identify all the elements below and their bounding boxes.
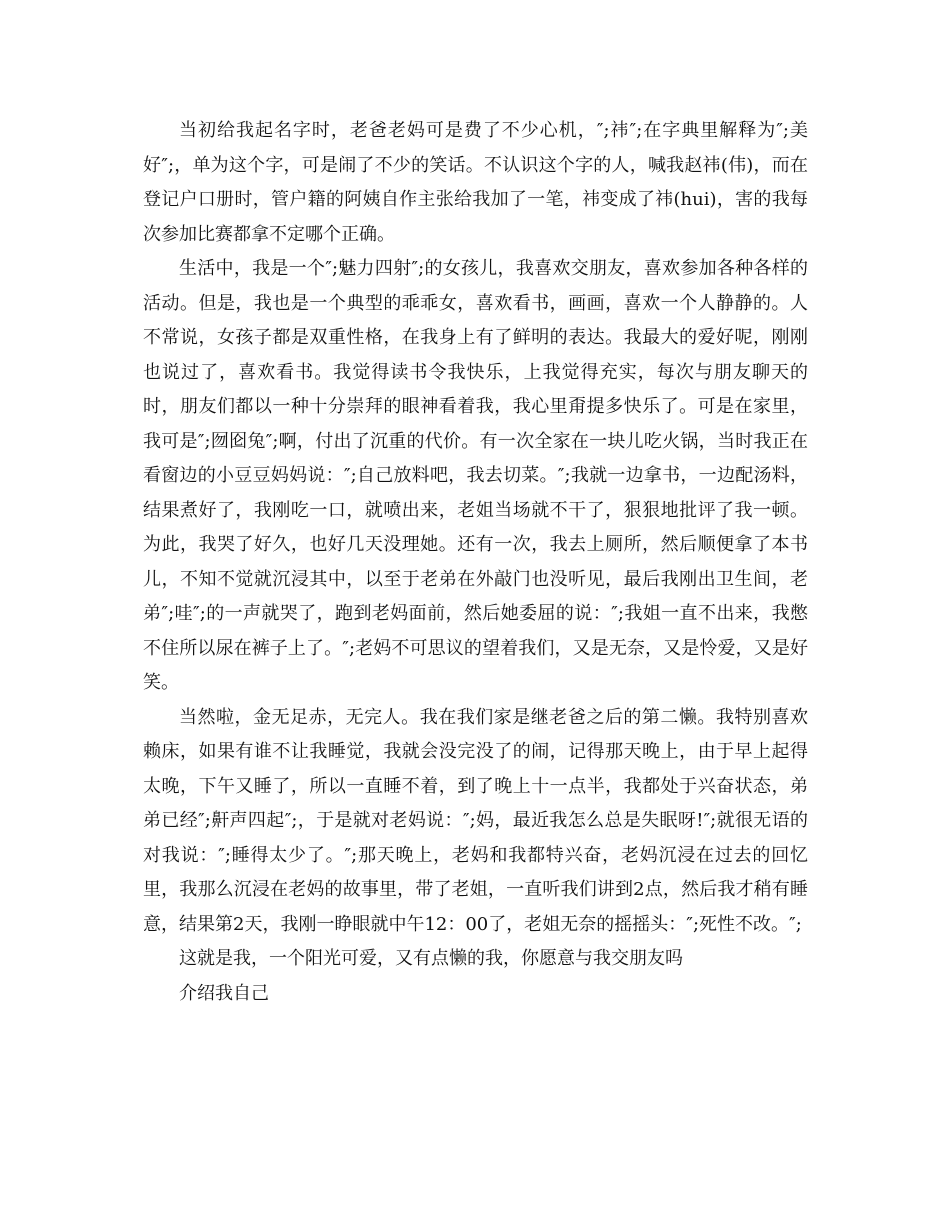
document-body: [143, 114, 808, 1011]
paragraph-personality: 生活中，我是一个″;魅力四射″;的女孩儿，我喜欢交朋友，喜欢参加各种各样的活动。但是，我也是一个典型的乖乖女，喜欢看书，画画，喜欢一个人静静的。人不常说，女孩子都是双重性格，在我身上有了鲜明的表达。我最大的爱好呢，刚刚也说过了，喜欢看书。我觉得读书令我快乐，上我觉得充实，每次与朋友聊天的时，朋友们都以一种十分崇拜的眼神看着我，我心里甭提多快乐了。可是在家里，我可是″;囫囵兔″;啊，付出了沉重的代价。有一次全家在一块儿吃火锅，当时我正在看窗边的小豆豆妈妈说：″;自己放料吧，我去切菜。″;我就一边拿书，一边配汤料，结果煮好了，我刚吃一口，就喷出来，老姐当场就不干了，狠狠地批评了我一顿。为此，我哭了好久，也好几天没理她。还有一次，我去上厕所，然后顺便拿了本书儿，不知不觉就沉浸其中，以至于老弟在外敲门也没听见，最后我刚出卫生间，老弟″;哇″;的一声就哭了，跑到老妈面前，然后她委屈的说：″;我姐一直不出来，我憋不住所以尿在裤子上了。″;老妈不可思议的望着我们，又是无奈，又是怜爱，又是好笑。: [143, 258, 808, 693]
paragraph-name-origin: 当初给我起名字时，老爸老妈可是费了不少心机，″;祎″;在字典里解释为″;美好″;，单为这个字，可是闹了不少的笑话。不认识这个字的人，喊我赵祎(伟)，而在登记户口册时，管户籍的阿姨自作主张给我加了一笔，祎变成了祎(hui)，害的我每次参加比赛都拿不定哪个正确。: [143, 120, 808, 245]
paragraph-laziness: 当然啦，金无足赤，无完人。我在我们家是继老爸之后的第二懒。我特别喜欢赖床，如果有谁不让我睡觉，我就会没完没了的闹，记得那天晚上，由于早上起得太晚，下午又睡了，所以一直睡不着，到了晚上十一点半，我都处于兴奋状态，弟弟已经″;鼾声四起″;，于是就对老妈说：″;妈，最近我怎么总是失眠呀!″;就很无语的对我说：″;睡得太少了。″;那天晚上，老妈和我都特兴奋，老妈沉浸在过去的回忆里，我那么沉浸在老妈的故事里，带了老姐，一直听我们讲到2点，然后我才稍有睡意，结果第2天，我刚一睁眼就中午12：00了，老姐无奈的摇摇头：″;死性不改。″;: [143, 706, 808, 935]
paragraph-title-footer: 介绍我自己: [179, 982, 269, 1004]
paragraph-closing: 这就是我，一个阳光可爱，又有点懒的我，你愿意与我交朋友吗: [179, 948, 683, 969]
